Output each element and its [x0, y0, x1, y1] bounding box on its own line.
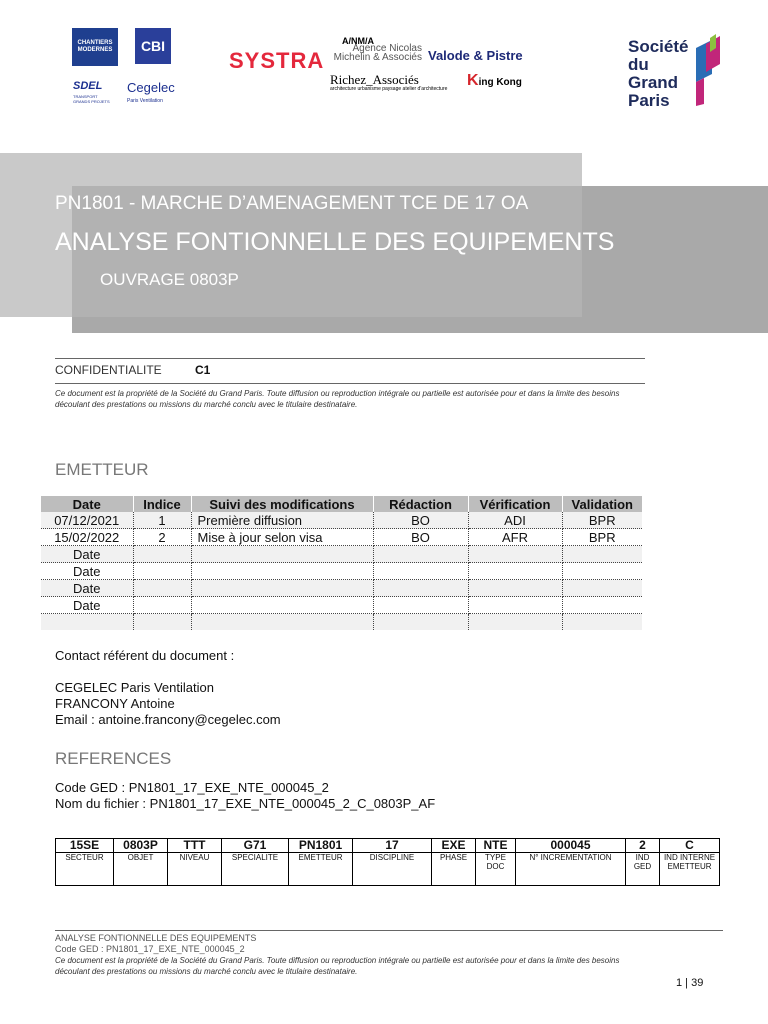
code-label: IND GED — [626, 853, 660, 886]
code-value: EXE — [432, 839, 476, 853]
table-cell — [191, 614, 373, 631]
table-cell: Date — [41, 546, 133, 563]
contact-intro: Contact référent du document : — [55, 648, 235, 663]
table-cell — [468, 563, 562, 580]
table-cell — [468, 580, 562, 597]
table-cell: BPR — [562, 529, 642, 546]
table-cell: Première diffusion — [191, 512, 373, 529]
table-cell: ADI — [468, 512, 562, 529]
sdel-subtitle: TRANSPORT GRANDS PROJETS — [73, 94, 110, 104]
divider — [55, 358, 645, 359]
cbi-text: CBI — [140, 38, 166, 54]
contact-email: Email : antoine.francony@cegelec.com — [55, 712, 281, 727]
table-row — [41, 512, 642, 529]
table-cell — [133, 614, 191, 631]
king-kong-k: K — [467, 72, 479, 89]
table-cell — [133, 563, 191, 580]
disclaimer-line: découlant des prestations ou missions du marché conclu avec le titulaire destinataire. — [55, 967, 358, 976]
systra-logo: SYSTRA — [229, 48, 325, 73]
project-title: PN1801 - MARCHE D’AMENAGEMENT TCE DE 17 OA — [55, 193, 529, 214]
chantiers-modernes-text: CHANTIERS MODERNES — [77, 40, 113, 53]
table-row — [41, 563, 642, 580]
table-cell: 07/12/2021 — [41, 512, 133, 529]
code-label: SECTEUR — [56, 853, 114, 886]
valode-pistre-logo: Valode & Pistre — [428, 48, 523, 63]
code-label: EMETTEUR — [289, 853, 353, 886]
table-cell — [133, 580, 191, 597]
table-cell: 15/02/2022 — [41, 529, 133, 546]
code-value: 2 — [626, 839, 660, 853]
table-cell — [562, 614, 642, 631]
table-cell: Date — [41, 563, 133, 580]
ouvrage-title: OUVRAGE 0803P — [100, 270, 239, 289]
code-value: 15SE — [56, 839, 114, 853]
societe-grand-paris-logo: Société du Grand Paris — [628, 37, 689, 110]
code-value: C — [660, 839, 720, 853]
code-ged: Code GED : PN1801_17_EXE_NTE_000045_2 — [55, 780, 329, 795]
contact-name: FRANCONY Antoine — [55, 696, 175, 711]
chantiers-modernes-logo — [72, 28, 118, 66]
table-cell — [373, 563, 468, 580]
anma-logo: A/NM/A — [342, 36, 374, 46]
file-name: Nom du fichier : PN1801_17_EXE_NTE_000045_2_C_0803P_AF — [55, 796, 436, 811]
table-cell — [133, 546, 191, 563]
code-label: PHASE — [432, 853, 476, 886]
footer-title: ANALYSE FONTIONNELLE DES EQUIPEMENTS — [55, 933, 257, 943]
table-row — [41, 580, 642, 597]
column-header: Date — [41, 496, 133, 512]
table-cell: BO — [373, 529, 468, 546]
code-labels-row — [56, 853, 720, 886]
confidentiality-label: CONFIDENTIALITE — [55, 363, 162, 377]
sgp-logo-mark-icon — [694, 34, 724, 106]
code-value: NTE — [476, 839, 516, 853]
table-cell — [562, 563, 642, 580]
table-row — [41, 529, 642, 546]
table-cell — [562, 546, 642, 563]
table-cell: 1 — [133, 512, 191, 529]
table-cell: Date — [41, 580, 133, 597]
disclaimer-line: Ce document est la propriété de la Société du Grand Paris. Toute diffusion ou reproduction intégrale ou partielle est autorisée pour et dans la limite des besoins — [55, 956, 620, 965]
column-header: Suivi des modifications — [191, 496, 373, 512]
page-number: 1 | 39 — [676, 977, 704, 989]
table-cell — [191, 597, 373, 614]
table-cell: Date — [41, 597, 133, 614]
code-label: NIVEAU — [168, 853, 222, 886]
table-cell: Mise à jour selon visa — [191, 529, 373, 546]
table-cell — [373, 597, 468, 614]
table-cell — [373, 580, 468, 597]
table-row — [41, 614, 642, 631]
document-title: ANALYSE FONTIONNELLE DES EQUIPEMENTS — [55, 228, 615, 256]
code-value: 0803P — [114, 839, 168, 853]
table-cell — [468, 546, 562, 563]
table-cell: AFR — [468, 529, 562, 546]
table-cell — [191, 580, 373, 597]
confidentiality-disclaimer — [55, 388, 715, 410]
column-header: Vérification — [468, 496, 562, 512]
code-label: TYPE DOC — [476, 853, 516, 886]
revision-header-row — [41, 496, 642, 512]
document-code-table — [55, 838, 720, 886]
code-label: SPECIALITE — [222, 853, 289, 886]
table-row — [41, 546, 642, 563]
column-header: Indice — [133, 496, 191, 512]
table-cell — [468, 614, 562, 631]
table-cell: 2 — [133, 529, 191, 546]
table-cell — [468, 597, 562, 614]
footer-code: Code GED : PN1801_17_EXE_NTE_000045_2 — [55, 944, 245, 954]
references-heading: REFERENCES — [55, 749, 172, 768]
disclaimer-line: Ce document est la propriété de la Société du Grand Paris. Toute diffusion ou reproduction intégrale ou partielle est autorisée pour et dans la limite des besoins — [55, 389, 620, 398]
code-value: G71 — [222, 839, 289, 853]
table-cell — [373, 546, 468, 563]
king-kong-logo — [467, 72, 522, 90]
footer-divider — [55, 930, 723, 931]
cegelec-logo: Cegelec — [127, 80, 175, 95]
richez-associes-logo: Richez_Associés — [330, 72, 419, 87]
table-cell: BPR — [562, 512, 642, 529]
code-label: DISCIPLINE — [353, 853, 432, 886]
code-value: PN1801 — [289, 839, 353, 853]
table-cell — [133, 597, 191, 614]
code-label: IND INTERNE EMETTEUR — [660, 853, 720, 886]
table-cell — [191, 563, 373, 580]
contact-company: CEGELEC Paris Ventilation — [55, 680, 214, 695]
agence-michelin-logo: Agence Nicolas Michelin & Associés — [333, 43, 422, 63]
sdel-logo: SDEL — [73, 80, 103, 92]
cbi-logo — [135, 28, 171, 64]
confidentiality-value: C1 — [195, 363, 211, 377]
code-values-row — [56, 839, 720, 853]
column-header: Validation — [562, 496, 642, 512]
table-cell — [373, 614, 468, 631]
table-cell: BO — [373, 512, 468, 529]
table-cell — [41, 614, 133, 631]
code-value: TTT — [168, 839, 222, 853]
revision-table — [41, 496, 642, 630]
code-label: N° INCREMENTATION — [516, 853, 626, 886]
code-value: 000045 — [516, 839, 626, 853]
king-kong-text: ing Kong — [478, 77, 522, 88]
table-cell — [562, 597, 642, 614]
table-cell — [191, 546, 373, 563]
disclaimer-line: découlant des prestations ou missions du marché conclu avec le titulaire destinataire. — [55, 400, 358, 409]
code-label: OBJET — [114, 853, 168, 886]
richez-subtitle: architecture urbanisme paysage atelier d'architecture — [330, 86, 448, 92]
emetteur-heading: EMETTEUR — [55, 460, 149, 479]
footer-disclaimer — [55, 955, 715, 977]
divider — [55, 383, 645, 384]
cegelec-subtitle: Paris Ventilation — [127, 98, 163, 104]
code-value: 17 — [353, 839, 432, 853]
table-row — [41, 597, 642, 614]
table-cell — [562, 580, 642, 597]
column-header: Rédaction — [373, 496, 468, 512]
